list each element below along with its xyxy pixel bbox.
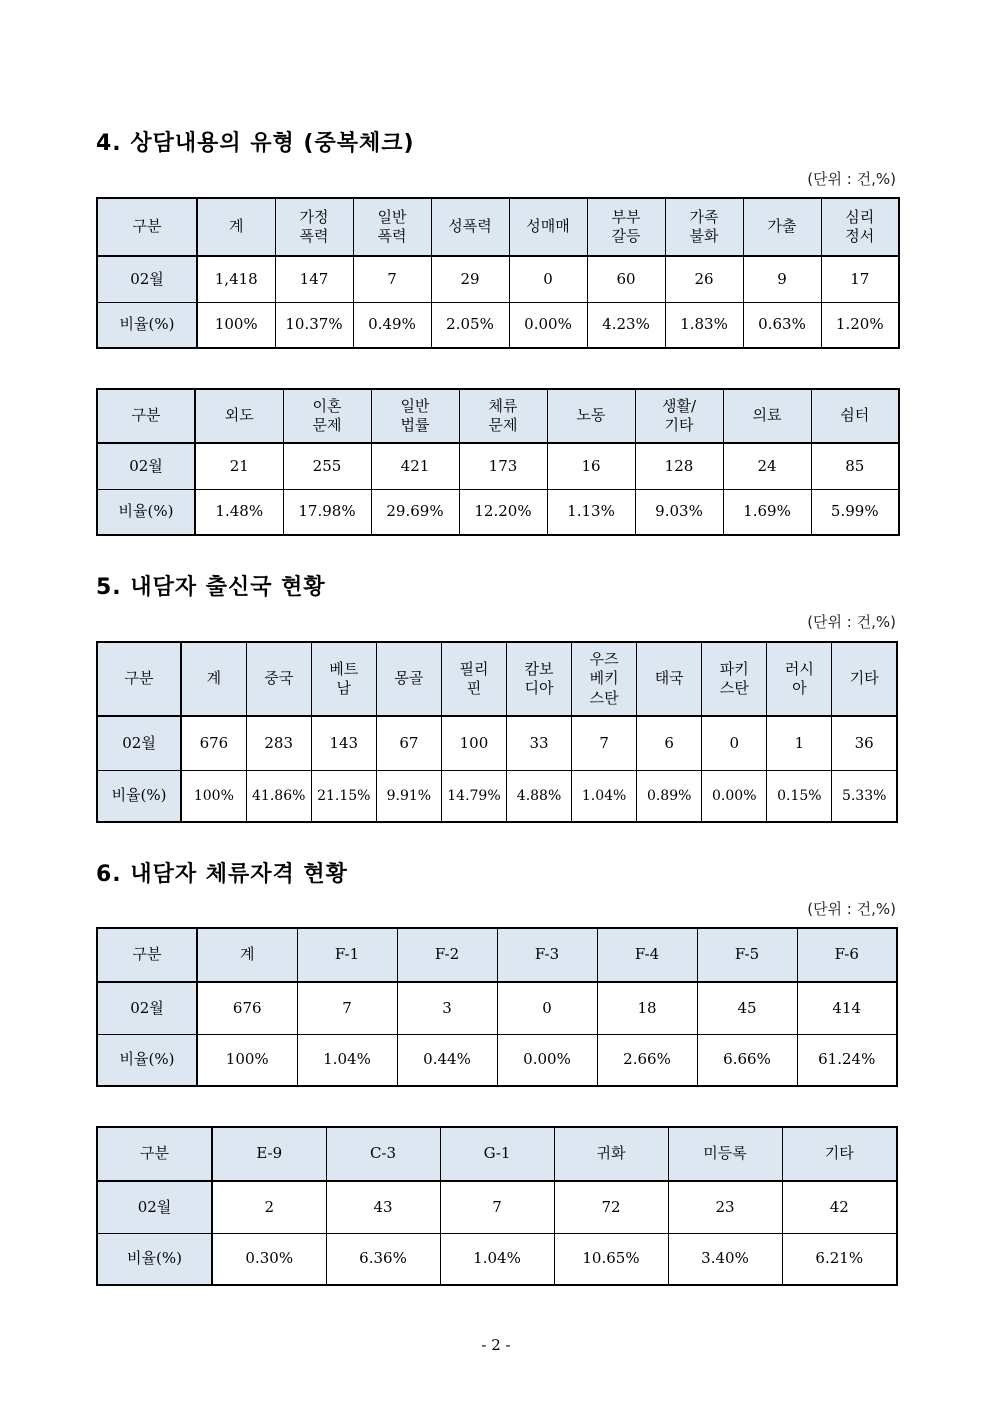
table-header-row [97, 1127, 897, 1181]
row-label-header: 구분 [97, 389, 195, 443]
column-header: 일반 폭력 [353, 198, 431, 256]
count-cell: 1,418 [197, 256, 275, 302]
table-row-count [97, 982, 897, 1034]
row-label-header: 구분 [97, 642, 181, 716]
column-header: 중국 [246, 642, 311, 716]
column-header: 일반 법률 [371, 389, 459, 443]
column-header: F-5 [697, 928, 797, 982]
counseling-type-table-1 [96, 197, 900, 349]
count-cell: 421 [371, 443, 459, 489]
count-cell: 7 [440, 1181, 554, 1233]
ratio-cell: 41.86% [246, 770, 311, 822]
column-header: E-9 [212, 1127, 326, 1181]
column-header: 이혼 문제 [283, 389, 371, 443]
row-label: 02월 [97, 1181, 212, 1233]
ratio-cell: 0.00% [702, 770, 767, 822]
ratio-cell: 14.79% [441, 770, 506, 822]
ratio-cell: 1.20% [821, 302, 899, 348]
row-label-header: 구분 [97, 1127, 212, 1181]
column-header: 베트 남 [311, 642, 376, 716]
ratio-cell: 0.00% [497, 1034, 597, 1086]
ratio-cell: 2.66% [597, 1034, 697, 1086]
ratio-cell: 61.24% [797, 1034, 897, 1086]
ratio-cell: 1.13% [547, 489, 635, 535]
column-header: 부부 갈등 [587, 198, 665, 256]
column-header: 귀화 [554, 1127, 668, 1181]
column-header: C-3 [326, 1127, 440, 1181]
count-cell: 72 [554, 1181, 668, 1233]
ratio-cell: 1.04% [297, 1034, 397, 1086]
column-header: 체류 문제 [459, 389, 547, 443]
table-header-row [97, 198, 899, 256]
count-cell: 45 [697, 982, 797, 1034]
count-cell: 3 [397, 982, 497, 1034]
ratio-cell: 4.88% [506, 770, 571, 822]
count-cell: 23 [668, 1181, 782, 1233]
ratio-cell: 0.89% [637, 770, 702, 822]
count-cell: 128 [635, 443, 723, 489]
count-cell: 1 [767, 716, 832, 770]
column-header: F-4 [597, 928, 697, 982]
ratio-cell: 6.66% [697, 1034, 797, 1086]
column-header: 태국 [637, 642, 702, 716]
table-row-ratio [97, 302, 899, 348]
residence-status-table-2 [96, 1126, 898, 1286]
count-cell: 85 [811, 443, 899, 489]
ratio-cell: 3.40% [668, 1233, 782, 1285]
ratio-cell: 0.44% [397, 1034, 497, 1086]
count-cell: 36 [832, 716, 897, 770]
ratio-cell: 17.98% [283, 489, 371, 535]
column-header: G-1 [440, 1127, 554, 1181]
table-row-count [97, 256, 899, 302]
count-cell: 42 [782, 1181, 897, 1233]
count-cell: 6 [637, 716, 702, 770]
count-cell: 147 [275, 256, 353, 302]
column-header: 우즈 베키 스탄 [572, 642, 637, 716]
row-label: 비율(%) [97, 489, 195, 535]
table-row-count [97, 1181, 897, 1233]
ratio-cell: 100% [181, 770, 246, 822]
count-cell: 7 [572, 716, 637, 770]
ratio-cell: 1.48% [195, 489, 283, 535]
ratio-cell: 12.20% [459, 489, 547, 535]
row-label-header: 구분 [97, 928, 197, 982]
column-header: 가정 폭력 [275, 198, 353, 256]
count-cell: 414 [797, 982, 897, 1034]
ratio-cell: 1.04% [440, 1233, 554, 1285]
row-label: 비율(%) [97, 1034, 197, 1086]
column-header: 미등록 [668, 1127, 782, 1181]
count-cell: 255 [283, 443, 371, 489]
column-header: 파키 스탄 [702, 642, 767, 716]
ratio-cell: 9.03% [635, 489, 723, 535]
column-header: 계 [197, 928, 297, 982]
table-row-ratio [97, 489, 899, 535]
column-header: 쉼터 [811, 389, 899, 443]
ratio-cell: 6.36% [326, 1233, 440, 1285]
table-row-count [97, 716, 897, 770]
column-header: 심리 정서 [821, 198, 899, 256]
residence-status-table-1 [96, 927, 898, 1087]
table-header-row [97, 928, 897, 982]
count-cell: 676 [181, 716, 246, 770]
count-cell: 43 [326, 1181, 440, 1233]
ratio-cell: 0.63% [743, 302, 821, 348]
count-cell: 0 [702, 716, 767, 770]
count-cell: 33 [506, 716, 571, 770]
count-cell: 143 [311, 716, 376, 770]
section-4-title: 4. 상담내용의 유형 (중복체크) [96, 131, 415, 156]
column-header: 계 [197, 198, 275, 256]
table-row-ratio [97, 1233, 897, 1285]
section-4-unit-label: (단위 : 건,%) [807, 170, 896, 188]
column-header: F-2 [397, 928, 497, 982]
ratio-cell: 0.15% [767, 770, 832, 822]
ratio-cell: 4.23% [587, 302, 665, 348]
column-header: 가족 불화 [665, 198, 743, 256]
column-header: 가출 [743, 198, 821, 256]
ratio-cell: 9.91% [376, 770, 441, 822]
column-header: 성폭력 [431, 198, 509, 256]
table-row-count [97, 443, 899, 489]
count-cell: 26 [665, 256, 743, 302]
count-cell: 0 [497, 982, 597, 1034]
ratio-cell: 2.05% [431, 302, 509, 348]
column-header: 생활/ 기타 [635, 389, 723, 443]
row-label: 02월 [97, 716, 181, 770]
counseling-type-table-2 [96, 388, 900, 536]
row-label: 02월 [97, 982, 197, 1034]
origin-country-table [96, 641, 898, 823]
ratio-cell: 5.99% [811, 489, 899, 535]
column-header: F-6 [797, 928, 897, 982]
column-header: 의료 [723, 389, 811, 443]
column-header: F-1 [297, 928, 397, 982]
column-header: 외도 [195, 389, 283, 443]
section-5-title: 5. 내담자 출신국 현황 [96, 575, 326, 600]
count-cell: 0 [509, 256, 587, 302]
ratio-cell: 10.65% [554, 1233, 668, 1285]
column-header: 성매매 [509, 198, 587, 256]
column-header: 몽골 [376, 642, 441, 716]
ratio-cell: 5.33% [832, 770, 897, 822]
count-cell: 100 [441, 716, 506, 770]
section-5-unit-label: (단위 : 건,%) [807, 613, 896, 631]
ratio-cell: 100% [197, 1034, 297, 1086]
column-header: 기타 [832, 642, 897, 716]
ratio-cell: 21.15% [311, 770, 376, 822]
ratio-cell: 0.49% [353, 302, 431, 348]
ratio-cell: 1.69% [723, 489, 811, 535]
ratio-cell: 100% [197, 302, 275, 348]
row-label: 비율(%) [97, 770, 181, 822]
row-label: 비율(%) [97, 302, 197, 348]
count-cell: 283 [246, 716, 311, 770]
table-row-ratio [97, 1034, 897, 1086]
count-cell: 7 [297, 982, 397, 1034]
row-label-header: 구분 [97, 198, 197, 256]
count-cell: 9 [743, 256, 821, 302]
ratio-cell: 0.30% [212, 1233, 326, 1285]
ratio-cell: 6.21% [782, 1233, 897, 1285]
row-label: 비율(%) [97, 1233, 212, 1285]
count-cell: 21 [195, 443, 283, 489]
count-cell: 16 [547, 443, 635, 489]
section-6-unit-label: (단위 : 건,%) [807, 900, 896, 918]
ratio-cell: 10.37% [275, 302, 353, 348]
section-6-title: 6. 내담자 체류자격 현황 [96, 862, 348, 887]
row-label: 02월 [97, 256, 197, 302]
column-header: F-3 [497, 928, 597, 982]
column-header: 러시 아 [767, 642, 832, 716]
count-cell: 67 [376, 716, 441, 770]
row-label: 02월 [97, 443, 195, 489]
count-cell: 60 [587, 256, 665, 302]
table-header-row [97, 642, 897, 716]
count-cell: 2 [212, 1181, 326, 1233]
count-cell: 18 [597, 982, 697, 1034]
column-header: 필리 핀 [441, 642, 506, 716]
column-header: 기타 [782, 1127, 897, 1181]
column-header: 캄보 디아 [506, 642, 571, 716]
ratio-cell: 0.00% [509, 302, 587, 348]
column-header: 계 [181, 642, 246, 716]
table-row-ratio [97, 770, 897, 822]
table-header-row [97, 389, 899, 443]
ratio-cell: 1.83% [665, 302, 743, 348]
ratio-cell: 1.04% [572, 770, 637, 822]
count-cell: 29 [431, 256, 509, 302]
column-header: 노동 [547, 389, 635, 443]
ratio-cell: 29.69% [371, 489, 459, 535]
count-cell: 24 [723, 443, 811, 489]
count-cell: 676 [197, 982, 297, 1034]
count-cell: 17 [821, 256, 899, 302]
page-number: - 2 - [481, 1336, 511, 1354]
count-cell: 7 [353, 256, 431, 302]
count-cell: 173 [459, 443, 547, 489]
